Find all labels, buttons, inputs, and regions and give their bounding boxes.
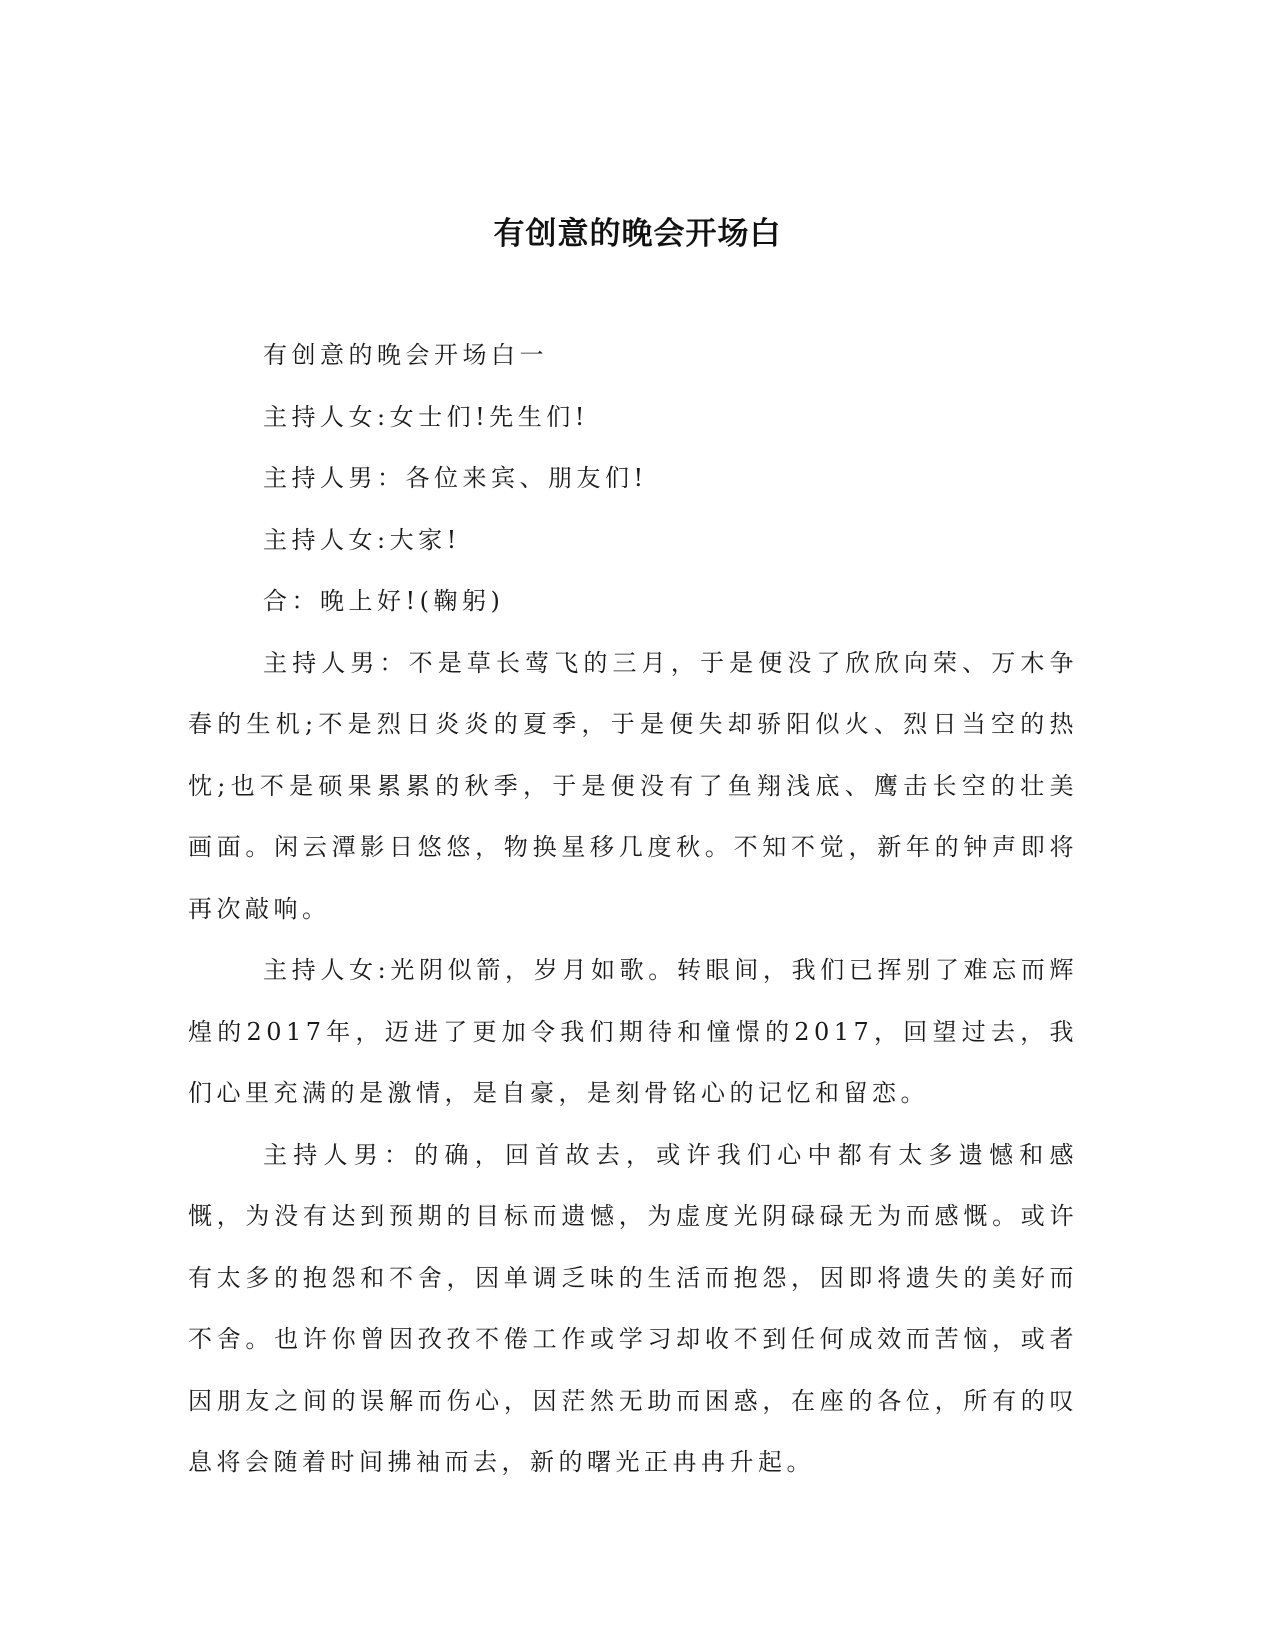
- paragraph-host-male-1: 主持人男：各位来宾、朋友们!: [263, 464, 648, 492]
- document-title: 有创意的晚会开场白: [493, 216, 782, 252]
- paragraph-heading-1: 有创意的晚会开场白一: [263, 341, 548, 369]
- paragraph-host-male-2: 主持人男：不是草长莺飞的三月，于是便没了欣欣向荣、万木争春的生机;不是烈日炎炎的夏季，于是便失却骄阳似火、烈日当空的热忱;也不是硕果累累的秋季，于是便没有了鱼翔浅底、鹰击长空的壮美画面。闲云潭影日悠悠，物换星移几度秋。不知不觉，新年的钟声即将再次敲响。: [188, 648, 1078, 923]
- paragraph-host-male-3: 主持人男：的确，回首故去，或许我们心中都有太多遗憾和感慨，为没有达到预期的目标而遗憾，为虚度光阴碌碌无为而感慨。或许有太多的抱怨和不舍，因单调乏味的生活而抱怨，因即将遗失的美好而不舍。也许你曾因孜孜不倦工作或学习却收不到任何成效而苦恼，或者因朋友之间的误解而伤心，因茫然无助而困惑，在座的各位，所有的叹息将会随着时间拂袖而去，新的曙光正冉冉升起。: [188, 1140, 1078, 1476]
- document-body: [188, 325, 1078, 1494]
- paragraph-host-female-3: 主持人女:光阴似箭，岁月如歌。转眼间，我们已挥别了难忘而辉煌的2017年，迈进了更加令我们期待和憧憬的2017，回望过去，我们心里充满的是激情，是自豪，是刻骨铭心的记忆和留恋。: [188, 956, 1078, 1107]
- paragraph-host-female-2: 主持人女:大家!: [263, 525, 461, 554]
- paragraph-host-female-1: 主持人女:女士们!先生们!: [263, 402, 589, 431]
- paragraph-together: 合：晚上好!(鞠躬): [263, 587, 505, 615]
